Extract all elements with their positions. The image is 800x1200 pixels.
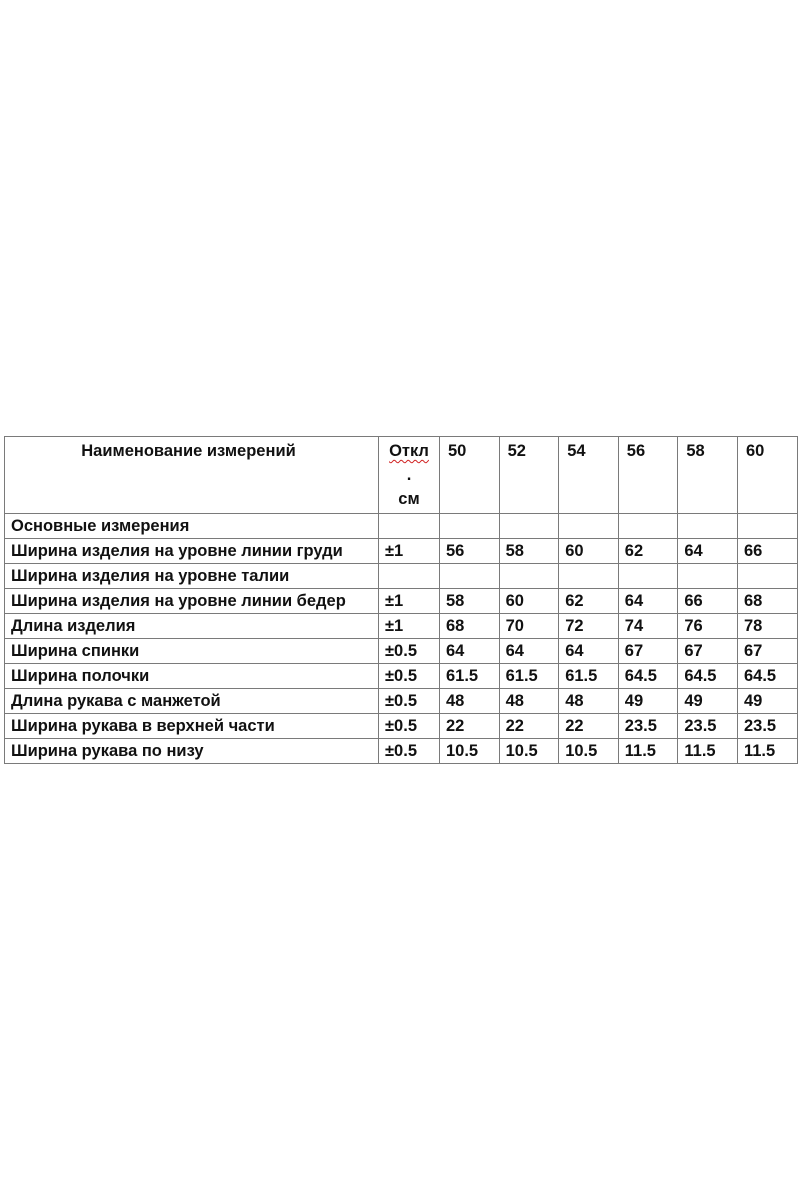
deviation-cell: ±1 bbox=[379, 589, 440, 614]
size-value-cell: 22 bbox=[440, 714, 500, 739]
size-value-cell: 72 bbox=[559, 614, 619, 639]
size-value-cell: 66 bbox=[737, 539, 797, 564]
deviation-cell: ±0.5 bbox=[379, 664, 440, 689]
size-value-cell: 62 bbox=[618, 539, 678, 564]
size-value-cell: 49 bbox=[737, 689, 797, 714]
measurement-name: Длина изделия bbox=[5, 614, 379, 639]
size-value-cell: 11.5 bbox=[678, 739, 738, 764]
header-size: 58 bbox=[678, 437, 738, 514]
size-chart-body bbox=[5, 437, 798, 764]
measurement-name: Ширина рукава в верхней части bbox=[5, 714, 379, 739]
size-value-cell bbox=[499, 564, 559, 589]
table-row bbox=[5, 689, 798, 714]
size-value-cell bbox=[559, 514, 619, 539]
deviation-cell: ±1 bbox=[379, 539, 440, 564]
size-value-cell bbox=[737, 514, 797, 539]
size-value-cell bbox=[678, 564, 738, 589]
size-value-cell: 10.5 bbox=[440, 739, 500, 764]
table-row bbox=[5, 664, 798, 689]
measurement-name: Ширина рукава по низу bbox=[5, 739, 379, 764]
measurement-name: Основные измерения bbox=[5, 514, 379, 539]
size-value-cell: 64 bbox=[678, 539, 738, 564]
header-measurement-name: Наименование измерений bbox=[5, 437, 379, 514]
size-value-cell: 23.5 bbox=[678, 714, 738, 739]
size-value-cell: 61.5 bbox=[440, 664, 500, 689]
size-value-cell: 11.5 bbox=[737, 739, 797, 764]
size-value-cell: 61.5 bbox=[499, 664, 559, 689]
size-value-cell: 56 bbox=[440, 539, 500, 564]
size-value-cell: 76 bbox=[678, 614, 738, 639]
table-row bbox=[5, 739, 798, 764]
header-deviation bbox=[379, 437, 440, 514]
deviation-cell: ±1 bbox=[379, 614, 440, 639]
size-value-cell: 58 bbox=[499, 539, 559, 564]
deviation-cell bbox=[379, 564, 440, 589]
header-deviation-line3: см bbox=[398, 490, 420, 508]
size-value-cell bbox=[678, 514, 738, 539]
size-value-cell: 48 bbox=[499, 689, 559, 714]
size-value-cell: 49 bbox=[618, 689, 678, 714]
size-chart-table bbox=[4, 436, 798, 764]
deviation-cell: ±0.5 bbox=[379, 639, 440, 664]
measurement-name: Ширина полочки bbox=[5, 664, 379, 689]
size-value-cell: 64.5 bbox=[678, 664, 738, 689]
measurement-name: Ширина изделия на уровне линии бедер bbox=[5, 589, 379, 614]
header-size: 60 bbox=[737, 437, 797, 514]
deviation-cell: ±0.5 bbox=[379, 739, 440, 764]
size-value-cell bbox=[440, 564, 500, 589]
table-row bbox=[5, 564, 798, 589]
header-size: 54 bbox=[559, 437, 619, 514]
size-value-cell bbox=[618, 514, 678, 539]
header-size: 50 bbox=[440, 437, 500, 514]
size-value-cell: 48 bbox=[440, 689, 500, 714]
size-value-cell: 64.5 bbox=[737, 664, 797, 689]
size-value-cell bbox=[618, 564, 678, 589]
size-value-cell: 64.5 bbox=[618, 664, 678, 689]
size-value-cell: 68 bbox=[737, 589, 797, 614]
header-row bbox=[5, 437, 798, 514]
size-value-cell: 61.5 bbox=[559, 664, 619, 689]
size-value-cell: 68 bbox=[440, 614, 500, 639]
table-row bbox=[5, 614, 798, 639]
deviation-cell: ±0.5 bbox=[379, 689, 440, 714]
size-value-cell: 48 bbox=[559, 689, 619, 714]
size-value-cell bbox=[499, 514, 559, 539]
size-value-cell: 74 bbox=[618, 614, 678, 639]
size-value-cell: 10.5 bbox=[559, 739, 619, 764]
header-size: 56 bbox=[618, 437, 678, 514]
header-deviation-line1: Откл bbox=[389, 442, 429, 460]
size-value-cell: 67 bbox=[618, 639, 678, 664]
size-value-cell: 23.5 bbox=[737, 714, 797, 739]
table-row bbox=[5, 639, 798, 664]
table-row bbox=[5, 539, 798, 564]
header-deviation-line2: . bbox=[406, 466, 412, 484]
size-value-cell: 22 bbox=[499, 714, 559, 739]
size-value-cell: 22 bbox=[559, 714, 619, 739]
size-value-cell: 64 bbox=[440, 639, 500, 664]
size-value-cell: 23.5 bbox=[618, 714, 678, 739]
measurement-name: Ширина изделия на уровне талии bbox=[5, 564, 379, 589]
size-value-cell: 62 bbox=[559, 589, 619, 614]
size-value-cell: 10.5 bbox=[499, 739, 559, 764]
measurement-name: Ширина спинки bbox=[5, 639, 379, 664]
size-value-cell bbox=[559, 564, 619, 589]
size-value-cell: 64 bbox=[499, 639, 559, 664]
size-value-cell: 70 bbox=[499, 614, 559, 639]
size-value-cell bbox=[440, 514, 500, 539]
size-value-cell: 67 bbox=[678, 639, 738, 664]
deviation-cell bbox=[379, 514, 440, 539]
header-size: 52 bbox=[499, 437, 559, 514]
size-value-cell: 64 bbox=[559, 639, 619, 664]
size-value-cell: 58 bbox=[440, 589, 500, 614]
table-row bbox=[5, 714, 798, 739]
size-value-cell: 11.5 bbox=[618, 739, 678, 764]
size-value-cell: 66 bbox=[678, 589, 738, 614]
size-value-cell: 60 bbox=[499, 589, 559, 614]
deviation-cell: ±0.5 bbox=[379, 714, 440, 739]
size-value-cell: 49 bbox=[678, 689, 738, 714]
size-value-cell bbox=[737, 564, 797, 589]
measurement-name: Ширина изделия на уровне линии груди bbox=[5, 539, 379, 564]
measurement-name: Длина рукава с манжетой bbox=[5, 689, 379, 714]
size-value-cell: 60 bbox=[559, 539, 619, 564]
size-value-cell: 67 bbox=[737, 639, 797, 664]
table-row bbox=[5, 514, 798, 539]
table-row bbox=[5, 589, 798, 614]
size-value-cell: 78 bbox=[737, 614, 797, 639]
size-value-cell: 64 bbox=[618, 589, 678, 614]
